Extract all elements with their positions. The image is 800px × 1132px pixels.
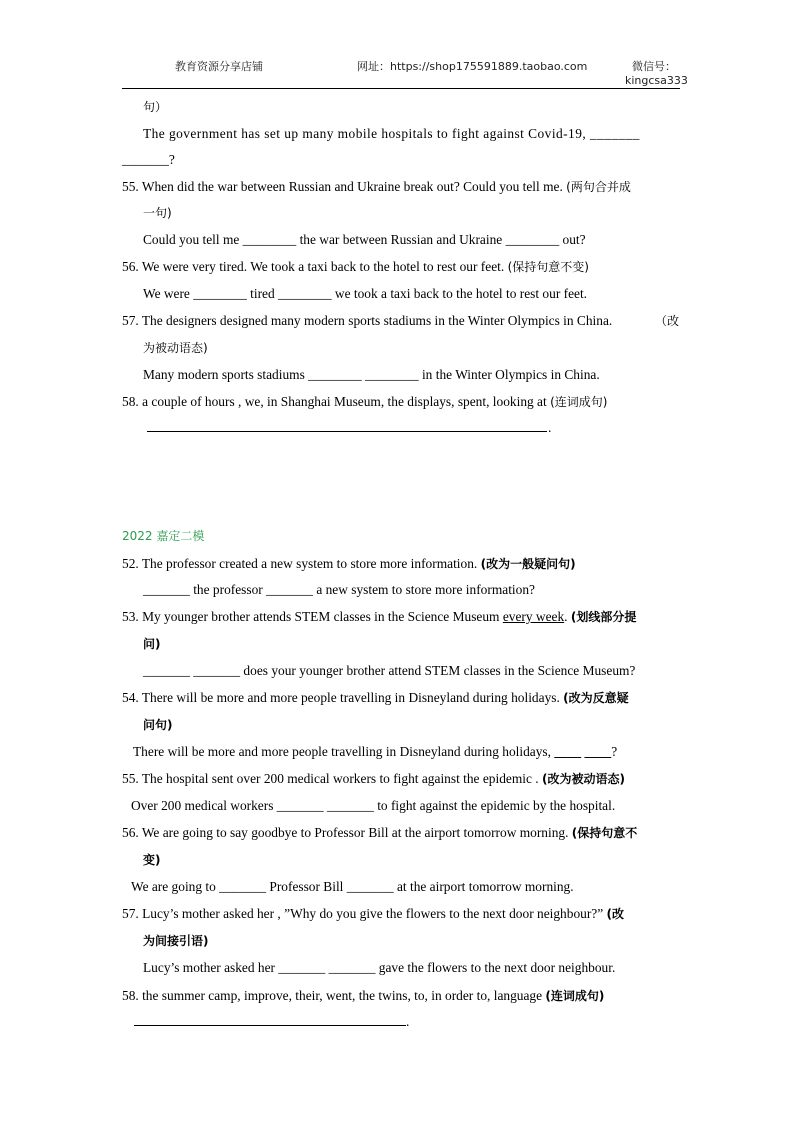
question-58 bbox=[122, 394, 607, 410]
question-text: . bbox=[564, 609, 571, 624]
header-shop-name: 教育资源分享店铺 bbox=[175, 60, 263, 73]
answer-line: We were ________ tired ________ we took a taxi back to the hotel to rest our feet. bbox=[143, 286, 588, 301]
question-text: 58. a couple of hours , we, in Shanghai Museum, the displays, spent, looking at bbox=[122, 394, 551, 409]
answer-line: Could you tell me ________ the war between Russian and Ukraine ________ out? bbox=[143, 232, 586, 247]
question-text: 53. My younger brother attends STEM classes in the Science Museum bbox=[122, 609, 503, 624]
question-57 bbox=[122, 906, 624, 922]
instruction: 问句) bbox=[143, 718, 173, 732]
instruction: 一句) bbox=[143, 206, 172, 220]
question-52 bbox=[122, 556, 576, 572]
question-text: 55. The hospital sent over 200 medical workers to fight against the epidemic . bbox=[122, 771, 542, 786]
question-text: 56. We are going to say goodbye to Professor Bill at the airport tomorrow morning. bbox=[122, 825, 572, 840]
instruction: 为被动语态) bbox=[143, 341, 208, 355]
answer-line: Many modern sports stadiums ________ ________ in the Winter Olympics in China. bbox=[143, 367, 600, 382]
answer-line: _______? bbox=[122, 152, 175, 167]
instruction: (改 bbox=[606, 907, 625, 921]
instruction: 问) bbox=[143, 637, 161, 651]
line-continuation: 句） bbox=[143, 100, 168, 114]
answer-line: _______ the professor _______ a new system to store more information? bbox=[143, 582, 535, 597]
question-56 bbox=[122, 825, 637, 841]
question-text: 57. The designers designed many modern sports stadiums in the Winter Olympics in China. bbox=[122, 313, 613, 328]
question-55 bbox=[122, 179, 631, 195]
answer-line: The government has set up many mobile hospitals to fight against Covid-19, _______ bbox=[143, 126, 640, 141]
period: . bbox=[406, 1014, 410, 1029]
period: . bbox=[548, 420, 552, 435]
question-56 bbox=[122, 259, 589, 275]
instruction: (改为被动语态) bbox=[541, 772, 625, 786]
answer-line: _______ _______ does your younger brother attend STEM classes in the Science Museum? bbox=[143, 663, 636, 678]
question-55 bbox=[122, 771, 625, 787]
question-text: 58. the summer camp, improve, their, went, the twins, to, in order to, language bbox=[122, 988, 546, 1003]
instruction: (划线部分提 bbox=[570, 610, 637, 624]
instruction: 为间接引语) bbox=[143, 934, 209, 948]
instruction: (保持句意不变) bbox=[507, 260, 589, 274]
header-wechat-id: kingcsa333 bbox=[625, 74, 688, 87]
answer-line: We are going to _______ Professor Bill _______ at the airport tomorrow morning. bbox=[131, 879, 574, 894]
answer-blanks: ____ ____ bbox=[554, 744, 612, 759]
question-54 bbox=[122, 690, 629, 706]
answer-blank bbox=[147, 431, 547, 432]
instruction: (改为反意疑 bbox=[563, 691, 629, 705]
instruction: (保持句意不 bbox=[571, 826, 638, 840]
answer-line bbox=[133, 744, 617, 760]
header-wechat-label: 微信号： bbox=[632, 60, 676, 73]
answer-text: ? bbox=[611, 744, 618, 759]
question-text: 52. The professor created a new system to store more information. bbox=[122, 556, 481, 571]
answer-blank bbox=[134, 1025, 406, 1026]
underlined-phrase: every week bbox=[502, 609, 565, 624]
section-title: 2022 嘉定二模 bbox=[122, 529, 205, 543]
question-53 bbox=[122, 609, 636, 625]
question-text: 57. Lucy’s mother asked her , ”Why do you give the flowers to the next door neighbour?” bbox=[122, 906, 607, 921]
instruction: （改 bbox=[655, 314, 680, 328]
instruction: (连词成句) bbox=[550, 395, 608, 409]
question-text: 55. When did the war between Russian and Ukraine break out? Could you tell me. bbox=[122, 179, 567, 194]
instruction: (两句合并成 bbox=[566, 180, 631, 194]
question-text: 54. There will be more and more people travelling in Disneyland during holidays. bbox=[122, 690, 564, 705]
answer-line: Over 200 medical workers _______ _______ to fight against the epidemic by the hospital. bbox=[131, 798, 616, 813]
question-57 bbox=[122, 313, 612, 329]
header-url: 网址：https://shop175591889.taobao.com bbox=[357, 60, 588, 73]
answer-text: There will be more and more people travelling in Disneyland during holidays, bbox=[133, 744, 555, 759]
question-58 bbox=[122, 988, 604, 1004]
header-rule bbox=[122, 88, 680, 89]
instruction: 变) bbox=[143, 853, 161, 867]
instruction: (连词成句) bbox=[545, 989, 605, 1003]
instruction: (改为一般疑问句) bbox=[480, 557, 576, 571]
question-text: 56. We were very tired. We took a taxi back to the hotel to rest our feet. bbox=[122, 259, 508, 274]
answer-line: Lucy’s mother asked her _______ _______ gave the flowers to the next door neighbour. bbox=[143, 960, 616, 975]
